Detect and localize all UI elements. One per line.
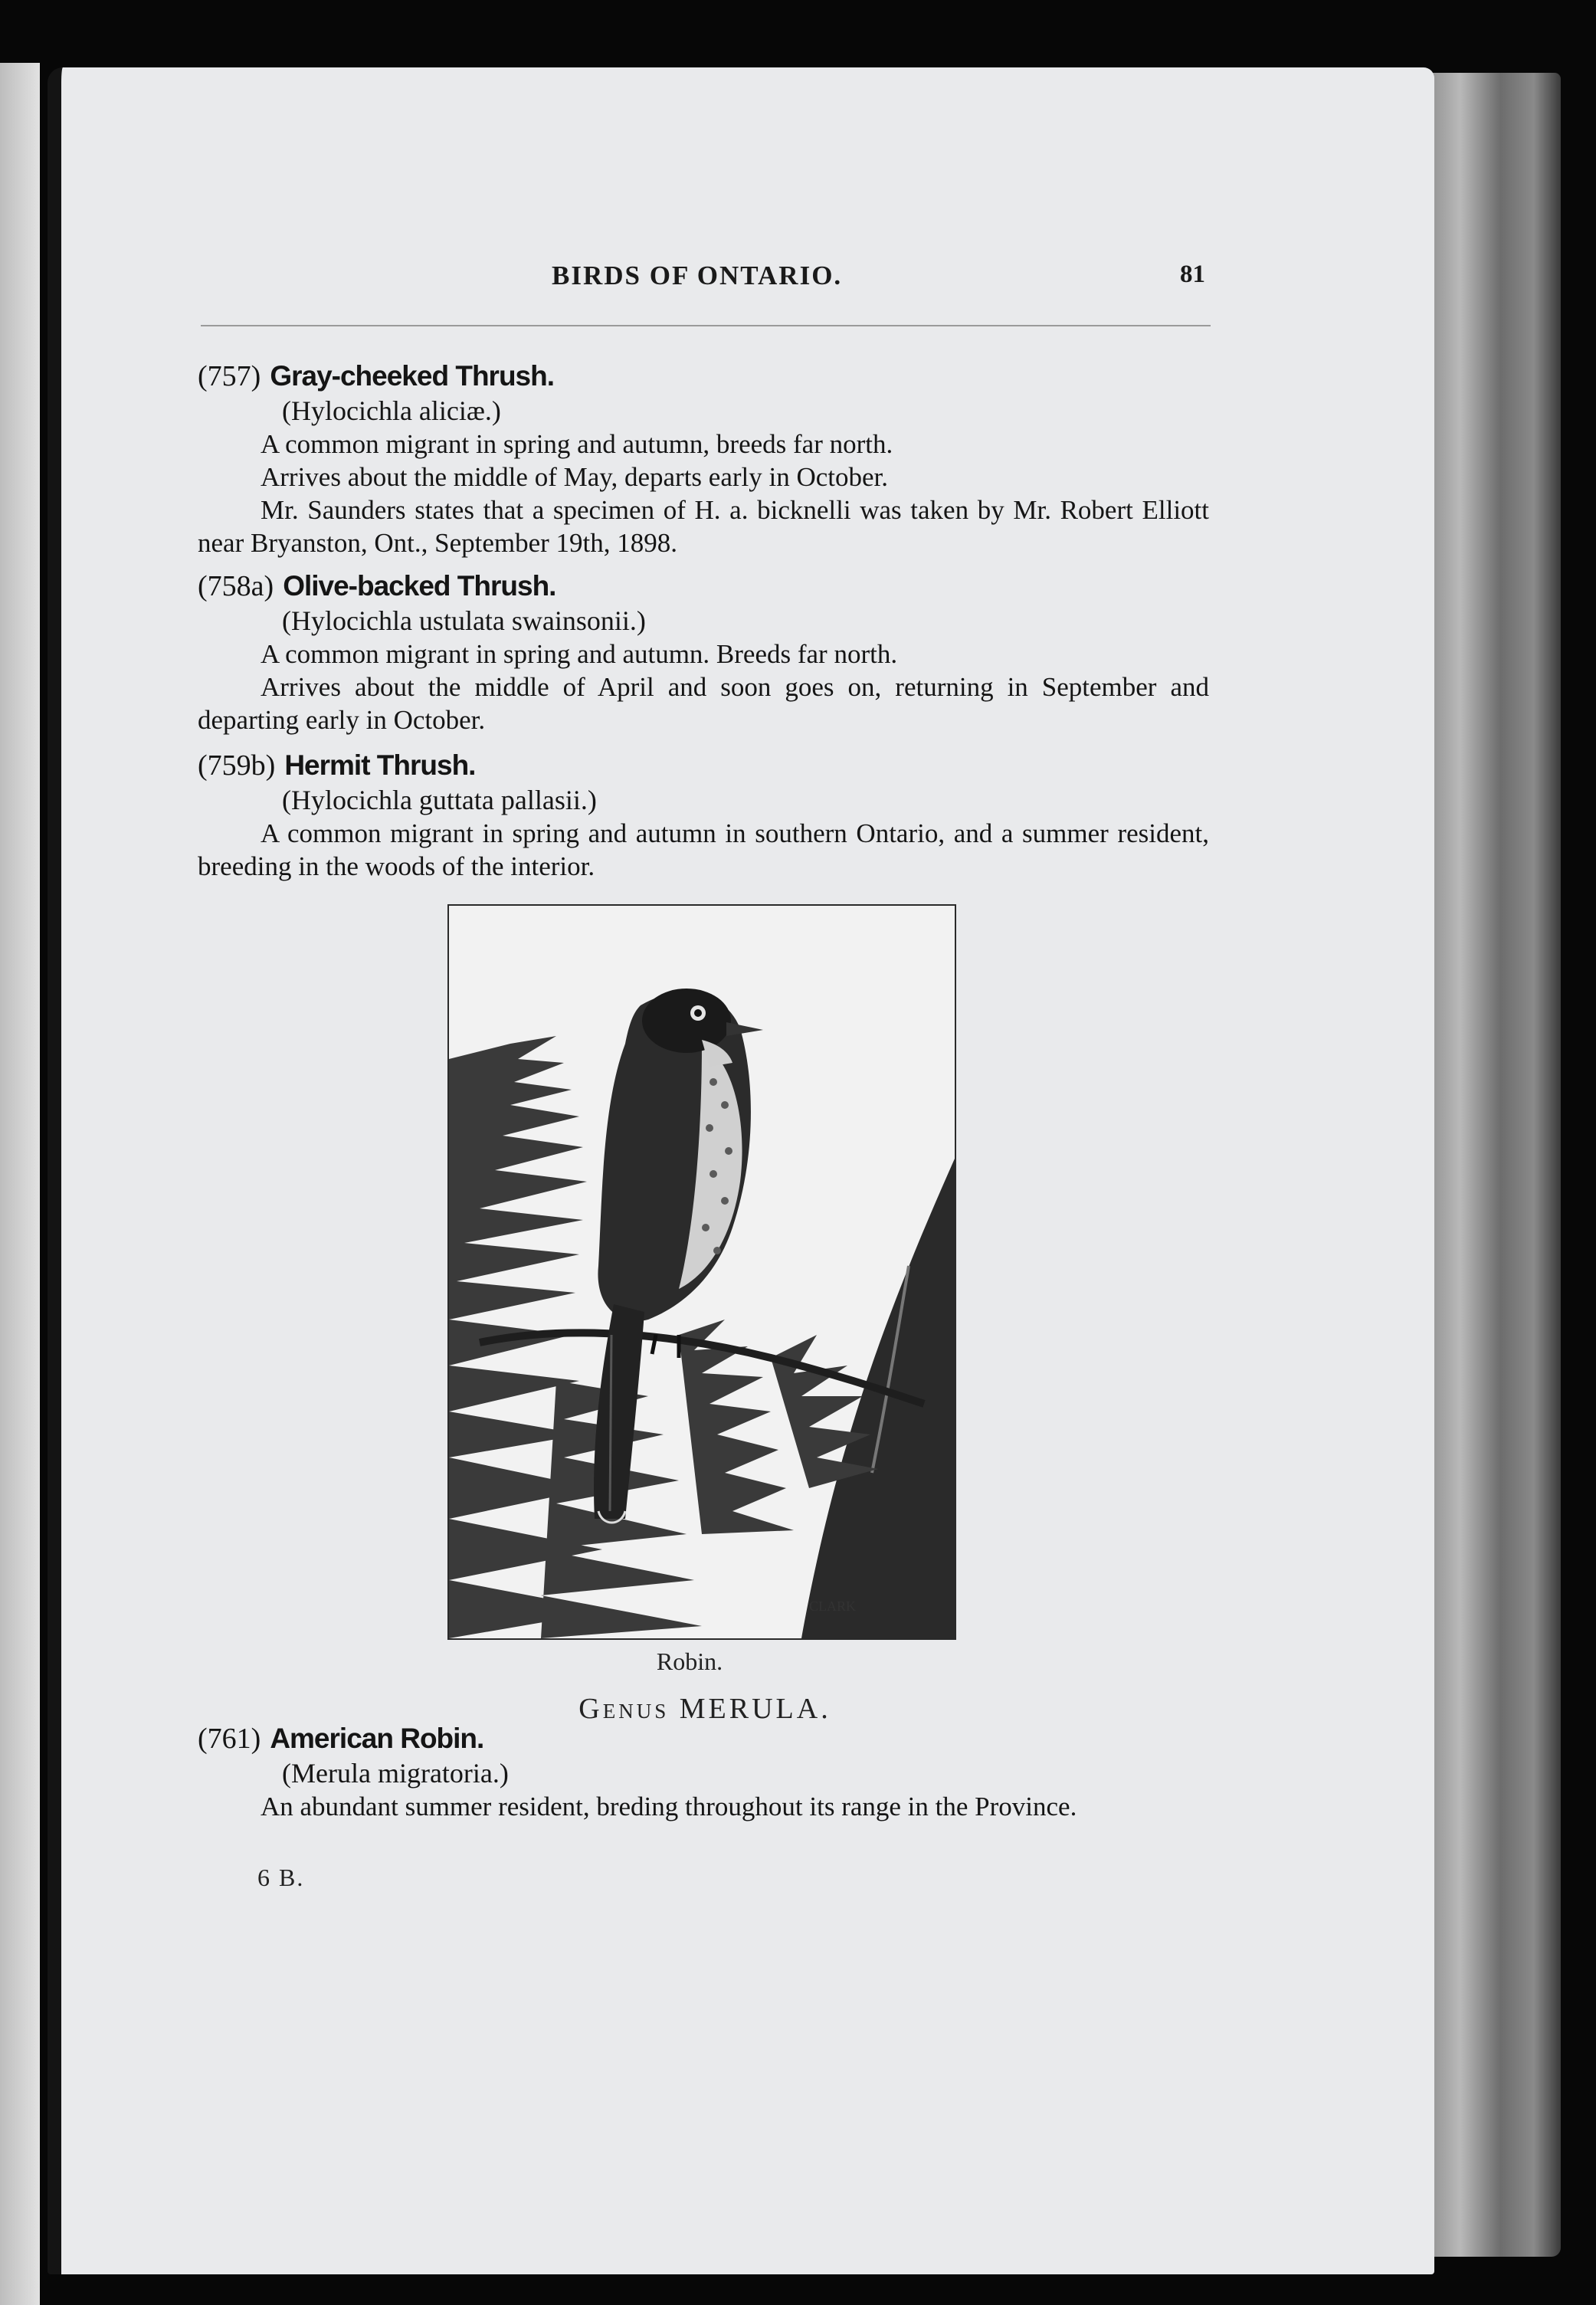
artist-signature: CLARK <box>809 1598 857 1614</box>
printer-signature-mark: 6 B. <box>257 1864 305 1891</box>
running-head <box>0 261 1596 300</box>
entry-scientific-name: (Hylocichla aliciæ.) <box>282 395 501 426</box>
entry-heading <box>198 359 1209 394</box>
entry-gray-cheeked-thrush <box>198 359 1209 559</box>
entry-number: (759b) <box>198 749 276 782</box>
entry-number: (758a) <box>198 570 274 602</box>
header-rule <box>201 325 1211 326</box>
entry-heading <box>198 1721 1209 1756</box>
entry-common-name: American Robin. <box>270 1723 484 1754</box>
running-title: BIRDS OF ONTARIO. <box>552 261 843 290</box>
entry-number: (757) <box>198 360 261 392</box>
entry-paragraph: A common migrant in spring and autumn. Breeds far north. <box>261 639 898 669</box>
entry-scientific-name: (Hylocichla ustulata swainsonii.) <box>282 605 646 636</box>
entry-common-name: Olive-backed Thrush. <box>283 570 556 602</box>
entry-paragraph: Arrives about the middle of April and soon goes on, returning in September and departing early in October. <box>198 672 1209 735</box>
adjacent-page-edge <box>0 63 40 2305</box>
robin-illustration <box>447 904 956 1640</box>
entry-paragraph: An abundant summer resident, breding throughout its range in the Province. <box>261 1792 1077 1821</box>
figure-caption: Robin. <box>656 1648 723 1675</box>
genus-heading: Genus MERULA. <box>578 1693 831 1725</box>
entry-american-robin <box>198 1721 1209 1823</box>
robin-drawing <box>449 906 955 1638</box>
entry-common-name: Hermit Thrush. <box>284 749 476 781</box>
entry-heading <box>198 569 1209 604</box>
entry-olive-backed-thrush <box>198 569 1209 736</box>
entry-paragraph: Arrives about the middle of May, departs early in October. <box>261 462 889 492</box>
entry-number: (761) <box>198 1723 261 1755</box>
entry-paragraph: Mr. Saunders states that a specimen of H. a. bicknelli was taken by Mr. Robert Elliott near Bryanston, Ont., September 19th, 1898. <box>198 495 1209 558</box>
entry-paragraph: A common migrant in spring and autumn, breeds far north. <box>261 429 893 459</box>
book-page-edges <box>1427 73 1561 2257</box>
entry-scientific-name: (Merula migratoria.) <box>282 1758 509 1789</box>
entry-paragraph: A common migrant in spring and autumn in southern Ontario, and a summer resident, breeding in the woods of the interior. <box>198 818 1209 881</box>
entry-common-name: Gray-cheeked Thrush. <box>270 360 554 392</box>
entry-heading <box>198 748 1209 783</box>
entry-hermit-thrush <box>198 748 1209 883</box>
page-number: 81 <box>1180 261 1205 288</box>
entry-scientific-name: (Hylocichla guttata pallasii.) <box>282 785 597 815</box>
